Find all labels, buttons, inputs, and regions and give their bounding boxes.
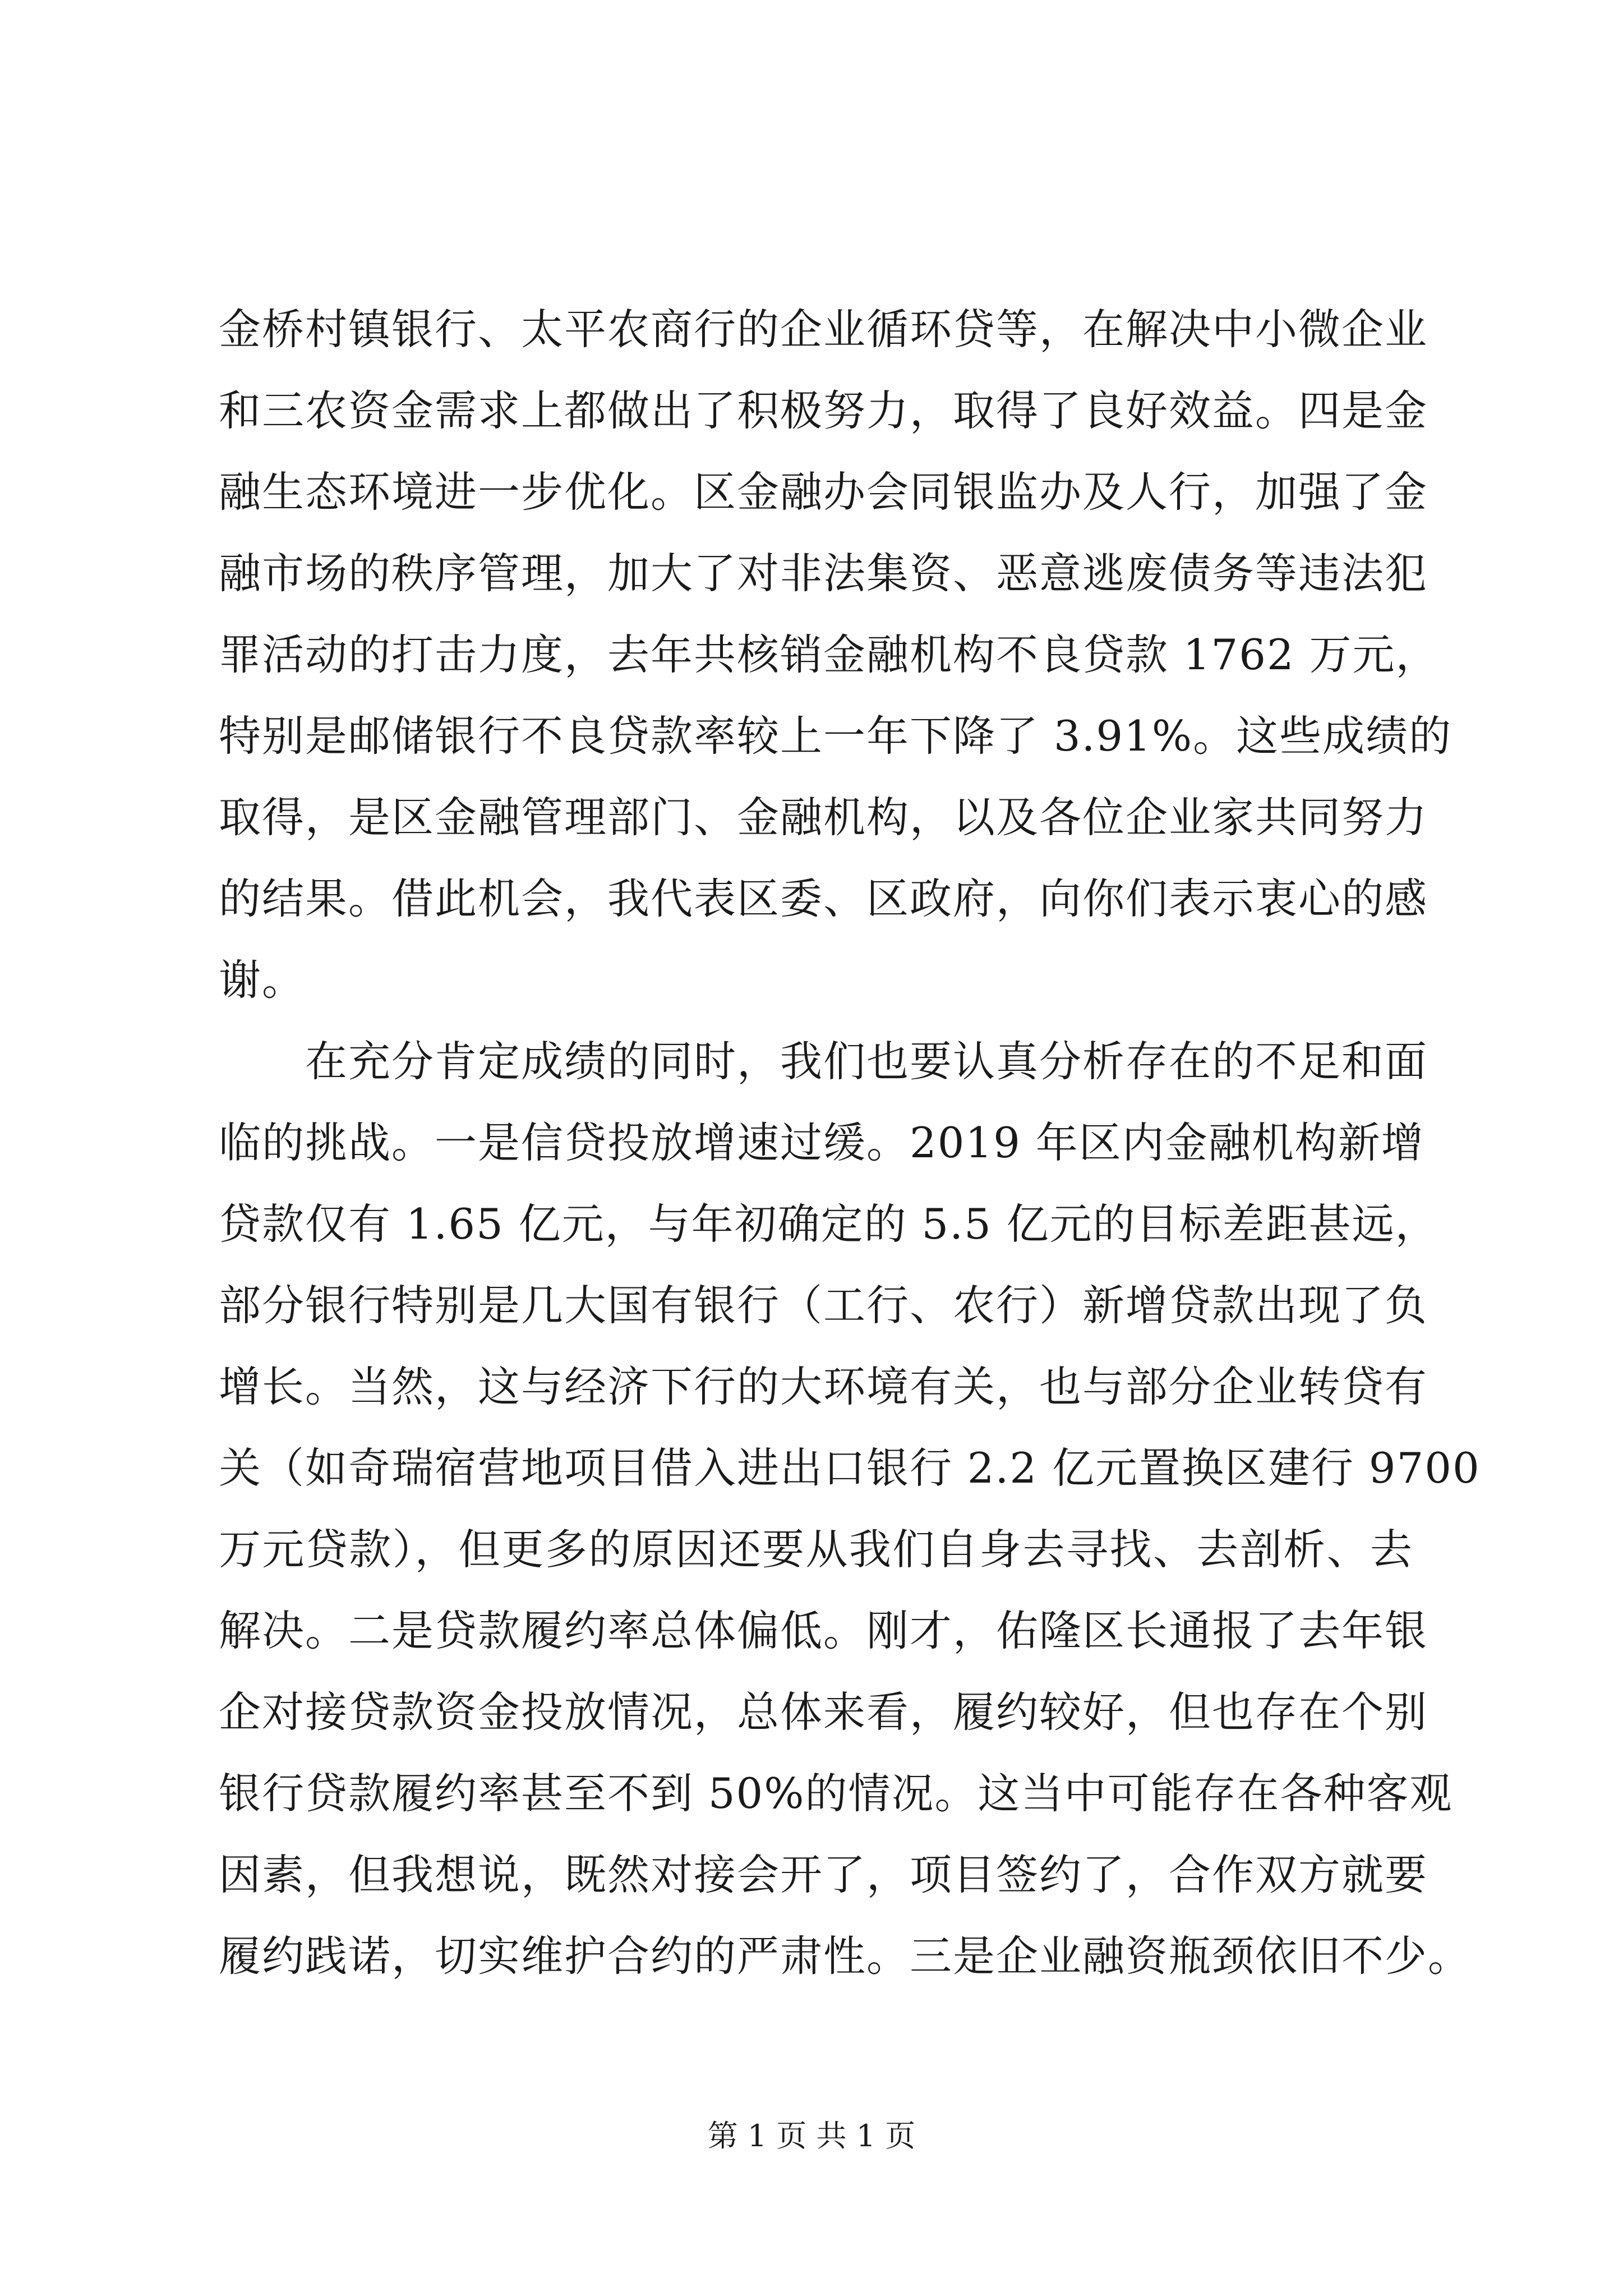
text-line: 在充分肯定成绩的同时，我们也要认真分析存在的不足和面 xyxy=(219,1037,1428,1086)
text-line: 罪活动的打击力度，去年共核销金融机构不良贷款 1762 万元， xyxy=(219,630,1439,679)
text-line: 融市场的秩序管理，加大了对非法集资、恶意逃废债务等违法犯 xyxy=(219,549,1428,598)
text-line: 谢。 xyxy=(219,955,306,1005)
text-line: 金桥村镇银行、太平农商行的企业循环贷等，在解决中小微企业 xyxy=(219,305,1428,354)
text-line: 银行贷款履约率甚至不到 50%的情况。这当中可能存在各种客观 xyxy=(219,1769,1453,1818)
text-line: 企对接贷款资金投放情况，总体来看，履约较好，但也存在个别 xyxy=(219,1687,1428,1737)
text-line: 和三农资金需求上都做出了积极努力，取得了良好效益。四是金 xyxy=(219,386,1428,435)
text-line: 关（如奇瑞宿营地项目借入进出口银行 2.2 亿元置换区建行 9700 xyxy=(219,1443,1481,1493)
text-line: 的结果。借此机会，我代表区委、区政府，向你们表示衷心的感 xyxy=(219,874,1428,923)
paragraph-2 xyxy=(219,1021,1481,1997)
text-line: 因素，但我想说，既然对接会开了，项目签约了，合作双方就要 xyxy=(219,1850,1428,1899)
text-line: 万元贷款），但更多的原因还要从我们自身去寻找、去剖析、去 xyxy=(219,1525,1413,1574)
body-text xyxy=(219,289,1481,1997)
text-line: 贷款仅有 1.65 亿元，与年初确定的 5.5 亿元的目标差距甚远， xyxy=(219,1199,1438,1249)
text-line: 取得，是区金融管理部门、金融机构，以及各位企业家共同努力 xyxy=(219,793,1428,842)
text-line: 部分银行特别是几大国有银行（工行、农行）新增贷款出现了负 xyxy=(219,1281,1428,1330)
text-line: 增长。当然，这与经济下行的大环境有关，也与部分企业转贷有 xyxy=(219,1362,1428,1411)
paragraph-1 xyxy=(219,289,1453,1021)
text-line: 融生态环境进一步优化。区金融办会同银监办及人行，加强了金 xyxy=(219,467,1428,517)
text-line: 履约践诺，切实维护合约的严肃性。三是企业融资瓶颈依旧不少。 xyxy=(219,1931,1472,1981)
text-line: 临的挑战。一是信贷投放增速过缓。2019 年区内金融机构新增 xyxy=(219,1118,1424,1167)
page-number: 第 1 页 共 1 页 xyxy=(707,2118,916,2154)
text-line: 特别是邮储银行不良贷款率较上一年下降了 3.91%。这些成绩的 xyxy=(219,711,1453,761)
page-footer xyxy=(0,2116,1623,2156)
text-line: 解决。二是贷款履约率总体偏低。刚才，佑隆区长通报了去年银 xyxy=(219,1606,1428,1655)
